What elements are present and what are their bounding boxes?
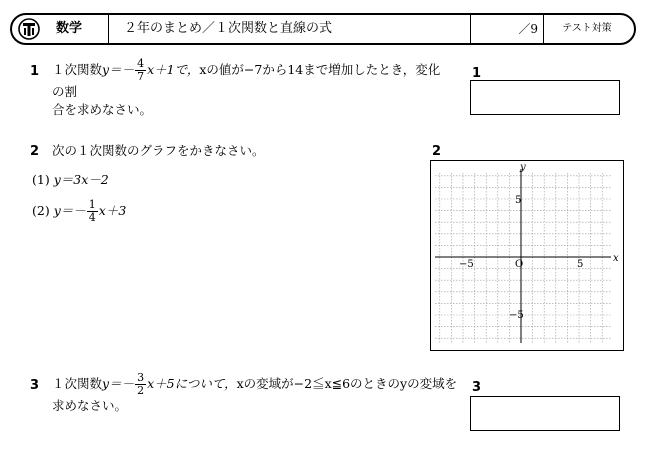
question-3-text [52,372,462,415]
question-3-fraction: $\frac{3}{2}$ [137,371,145,397]
x-tick-neg5: −5 [459,259,474,270]
answer-1-label: 1 [472,66,482,81]
question-1-line1: １次関数y＝－ $\frac{4}{7}$ x＋1で，xの値が−7から14まで増加したとき，変化の割 [52,57,441,99]
x-axis-label: x [613,253,619,264]
answer-3-box[interactable] [470,396,620,431]
header-divider [108,15,109,43]
score-label: ／9 [518,22,538,36]
header-divider [470,15,471,43]
question-3-line2: 求めなさい。 [52,398,128,413]
subject-label: 数学 [56,21,83,36]
origin-label: O [515,259,524,270]
graph-answer-box[interactable] [430,160,624,351]
y-tick-neg5: −5 [509,310,524,321]
question-2-item-2: (2) y＝－ $\frac{1}{4}$ x＋3 [32,198,127,224]
page-title: ２年のまとめ／１次関数と直線の式 [124,21,333,36]
question-1-line2: 合を求めなさい。 [52,102,153,117]
question-1-text [52,58,452,119]
x-tick-5: 5 [577,259,584,270]
question-2-number: 2 [30,144,40,159]
coordinate-grid [431,161,623,350]
question-2-fraction: $\frac{1}{4}$ [88,198,96,224]
tag-label: テスト対策 [562,23,612,34]
answer-2-label: 2 [432,144,442,159]
header-bar [10,13,636,45]
question-1-fraction: $\frac{4}{7}$ [137,57,145,83]
logo-icon [18,18,40,40]
y-tick-5: 5 [515,195,522,206]
question-3-number: 3 [30,378,40,393]
question-2-item-1: (1) y＝3x－2 [32,172,109,187]
header-divider [543,15,544,43]
answer-3-label: 3 [472,380,482,395]
question-1-number: 1 [30,64,40,79]
y-axis-label: y [520,162,526,173]
answer-1-box[interactable] [470,80,620,115]
question-3-line1: １次関数y＝－ $\frac{3}{2}$ x＋5について，xの変域が−2≦x≦6のときのyの変域を [52,371,458,397]
question-2-text: 次の１次関数のグラフをかきなさい。 [52,143,265,158]
